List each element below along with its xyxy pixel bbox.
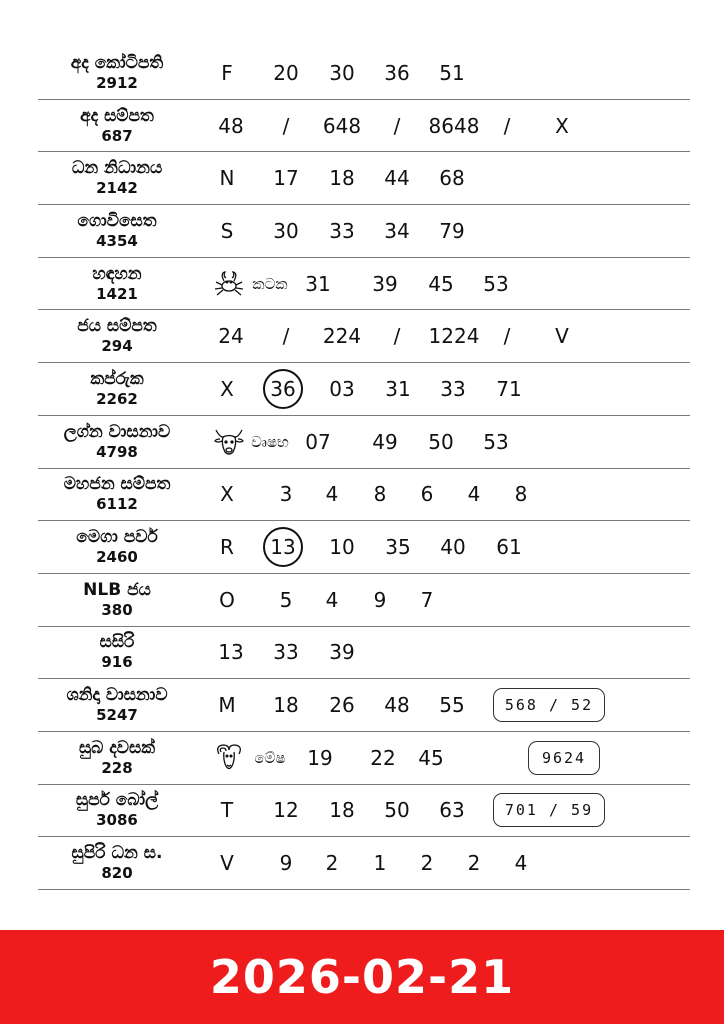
result-number: 20 — [273, 60, 299, 85]
result-letter: R — [220, 535, 234, 560]
result-row — [38, 785, 690, 838]
lottery-name: අද සම්පත — [80, 105, 154, 126]
draw-number: 2262 — [96, 389, 138, 408]
result-row — [38, 152, 690, 205]
result-number: 45 — [428, 271, 454, 296]
lottery-name-block — [38, 469, 196, 521]
result-letter: S — [220, 218, 234, 243]
lottery-name-block — [38, 258, 196, 310]
result-row — [38, 521, 690, 574]
result-row — [38, 416, 690, 469]
lottery-name-block — [38, 785, 196, 837]
result-number: V — [555, 324, 569, 349]
result-number: 45 — [418, 745, 444, 770]
result-number: 33 — [329, 218, 355, 243]
separator: / — [503, 113, 511, 138]
result-digit: 2 — [467, 851, 481, 876]
result-letter: O — [219, 587, 235, 612]
lottery-name: අද කෝටිපති — [70, 52, 164, 73]
lottery-name: NLB ජය — [83, 579, 151, 600]
result-number: 03 — [329, 376, 355, 401]
results-table — [38, 47, 690, 890]
result-digit: 8 — [514, 482, 528, 507]
result-number: 24 — [218, 324, 244, 349]
draw-number: 5247 — [96, 706, 138, 725]
draw-number: 3086 — [96, 811, 138, 830]
result-number: 224 — [322, 324, 362, 349]
result-number: 53 — [483, 429, 509, 454]
draw-number: 1421 — [96, 284, 138, 303]
draw-date: 2026-02-21 — [209, 950, 515, 1004]
lottery-name-block — [38, 152, 196, 204]
lottery-name: ධන නිධානය — [71, 158, 163, 179]
draw-number: 4798 — [96, 442, 138, 461]
result-number: 48 — [384, 693, 410, 718]
result-letter: M — [218, 693, 236, 718]
result-letter: V — [220, 851, 234, 876]
lottery-name: කප්රුක — [90, 368, 144, 389]
result-number: 8648 — [428, 113, 480, 138]
crab-icon — [212, 270, 246, 298]
result-number: 648 — [322, 113, 362, 138]
zodiac-sign: මේෂ — [254, 748, 286, 767]
result-digit: 4 — [467, 482, 481, 507]
result-row — [38, 258, 690, 311]
result-row — [38, 205, 690, 258]
zodiac-sign: කටක — [252, 274, 288, 293]
draw-number: 228 — [101, 758, 133, 777]
result-number: 07 — [305, 429, 331, 454]
result-number: X — [555, 113, 569, 138]
lottery-name: සසිරි — [99, 632, 135, 653]
result-row — [38, 100, 690, 153]
separator: / — [282, 324, 290, 349]
lottery-name-block — [38, 47, 196, 99]
result-row — [38, 47, 690, 100]
lottery-name-block — [38, 732, 196, 784]
result-row — [38, 627, 690, 680]
result-number: 53 — [483, 271, 509, 296]
lottery-name: මෙගා පවර් — [76, 527, 158, 548]
result-number: 51 — [439, 60, 465, 85]
result-number: 61 — [496, 535, 522, 560]
result-number: 36 — [384, 60, 410, 85]
result-number: 79 — [439, 218, 465, 243]
draw-number: 2460 — [96, 548, 138, 567]
result-row — [38, 310, 690, 363]
separator: / — [393, 113, 401, 138]
result-number: 18 — [273, 693, 299, 718]
result-number: 35 — [385, 535, 411, 560]
result-digit: 1 — [373, 851, 387, 876]
result-digit: 4 — [325, 482, 339, 507]
result-number: 39 — [372, 271, 398, 296]
result-letter: N — [219, 166, 235, 191]
result-digit: 7 — [420, 587, 434, 612]
bonus-number-box: 568 / 52 — [493, 688, 605, 722]
result-row — [38, 363, 690, 416]
result-number: 63 — [439, 798, 465, 823]
lottery-name-block — [38, 521, 196, 573]
result-digit: 9 — [279, 851, 293, 876]
result-number: 12 — [273, 798, 299, 823]
draw-number: 2912 — [96, 73, 138, 92]
result-number: 34 — [384, 218, 410, 243]
draw-number: 4354 — [96, 231, 138, 250]
lottery-name-block — [38, 100, 196, 152]
result-row — [38, 574, 690, 627]
result-digit: 5 — [279, 587, 293, 612]
result-number: 22 — [370, 745, 396, 770]
result-number: 55 — [439, 693, 465, 718]
result-number: 44 — [384, 166, 410, 191]
separator: / — [393, 324, 401, 349]
result-number: 68 — [439, 166, 465, 191]
result-digit: 6 — [420, 482, 434, 507]
lottery-name-block — [38, 363, 196, 415]
bonus-number-box: 701 / 59 — [493, 793, 605, 827]
result-digit: 2 — [420, 851, 434, 876]
date-banner — [0, 930, 724, 1024]
lottery-name: ශනිදා වාසනාව — [66, 685, 168, 706]
result-digit: 9 — [373, 587, 387, 612]
circled-number: 13 — [263, 527, 303, 567]
result-digit: 3 — [279, 482, 293, 507]
draw-number: 6112 — [96, 495, 138, 514]
result-digit: 8 — [373, 482, 387, 507]
result-number: 30 — [329, 60, 355, 85]
zodiac-sign: වෘෂභ — [251, 432, 289, 451]
ram-icon — [213, 742, 245, 774]
lottery-name-block — [38, 837, 196, 889]
lottery-name: සුපර් බෝල් — [75, 790, 159, 811]
result-number: 17 — [273, 166, 299, 191]
bull-icon — [212, 426, 246, 458]
lottery-name: ජය සම්පත — [77, 316, 157, 337]
result-number: 31 — [305, 271, 331, 296]
draw-number: 294 — [101, 337, 133, 356]
result-row — [38, 837, 690, 890]
bonus-number-box: 9624 — [528, 741, 600, 775]
result-number: 50 — [428, 429, 454, 454]
result-letter: T — [220, 798, 234, 823]
draw-number: 820 — [101, 864, 133, 883]
result-row — [38, 469, 690, 522]
result-number: 49 — [372, 429, 398, 454]
result-number: 30 — [273, 218, 299, 243]
result-number: 26 — [329, 693, 355, 718]
lottery-name-block — [38, 679, 196, 731]
draw-number: 380 — [101, 600, 133, 619]
result-number: 50 — [384, 798, 410, 823]
result-number: 40 — [440, 535, 466, 560]
result-number: 19 — [307, 745, 333, 770]
separator: / — [503, 324, 511, 349]
draw-number: 916 — [101, 653, 133, 672]
lottery-name: ලග්න වාසනාව — [63, 421, 171, 442]
result-number: 33 — [440, 376, 466, 401]
lottery-name-block — [38, 416, 196, 468]
result-number: 1224 — [428, 324, 480, 349]
result-digit: 4 — [514, 851, 528, 876]
result-row — [38, 679, 690, 732]
result-row — [38, 732, 690, 785]
lottery-name: සුපිරි ධන ස. — [71, 843, 163, 864]
result-letter: F — [221, 60, 233, 85]
result-number: 71 — [496, 376, 522, 401]
lottery-name-block — [38, 205, 196, 257]
draw-number: 687 — [101, 126, 133, 145]
separator: / — [282, 113, 290, 138]
lottery-name-block — [38, 310, 196, 362]
result-number: 10 — [329, 535, 355, 560]
result-letter: X — [220, 482, 234, 507]
lottery-name-block — [38, 627, 196, 679]
circled-number: 36 — [263, 369, 303, 409]
result-number: 18 — [329, 798, 355, 823]
result-number: 39 — [329, 640, 355, 665]
result-number: 33 — [273, 640, 299, 665]
result-number: 13 — [218, 640, 244, 665]
lottery-name-block — [38, 574, 196, 626]
lottery-name: සුබ දවසක් — [78, 737, 156, 758]
lottery-name: මහජන සම්පත — [63, 474, 171, 495]
draw-number: 2142 — [96, 179, 138, 198]
result-number: 48 — [218, 113, 244, 138]
result-number: 18 — [329, 166, 355, 191]
lottery-name: හඳහන — [92, 263, 142, 284]
result-digit: 2 — [325, 851, 339, 876]
result-letter: X — [220, 376, 234, 401]
lottery-name: ගොවිසෙත — [77, 210, 157, 231]
result-digit: 4 — [325, 587, 339, 612]
result-number: 31 — [385, 376, 411, 401]
